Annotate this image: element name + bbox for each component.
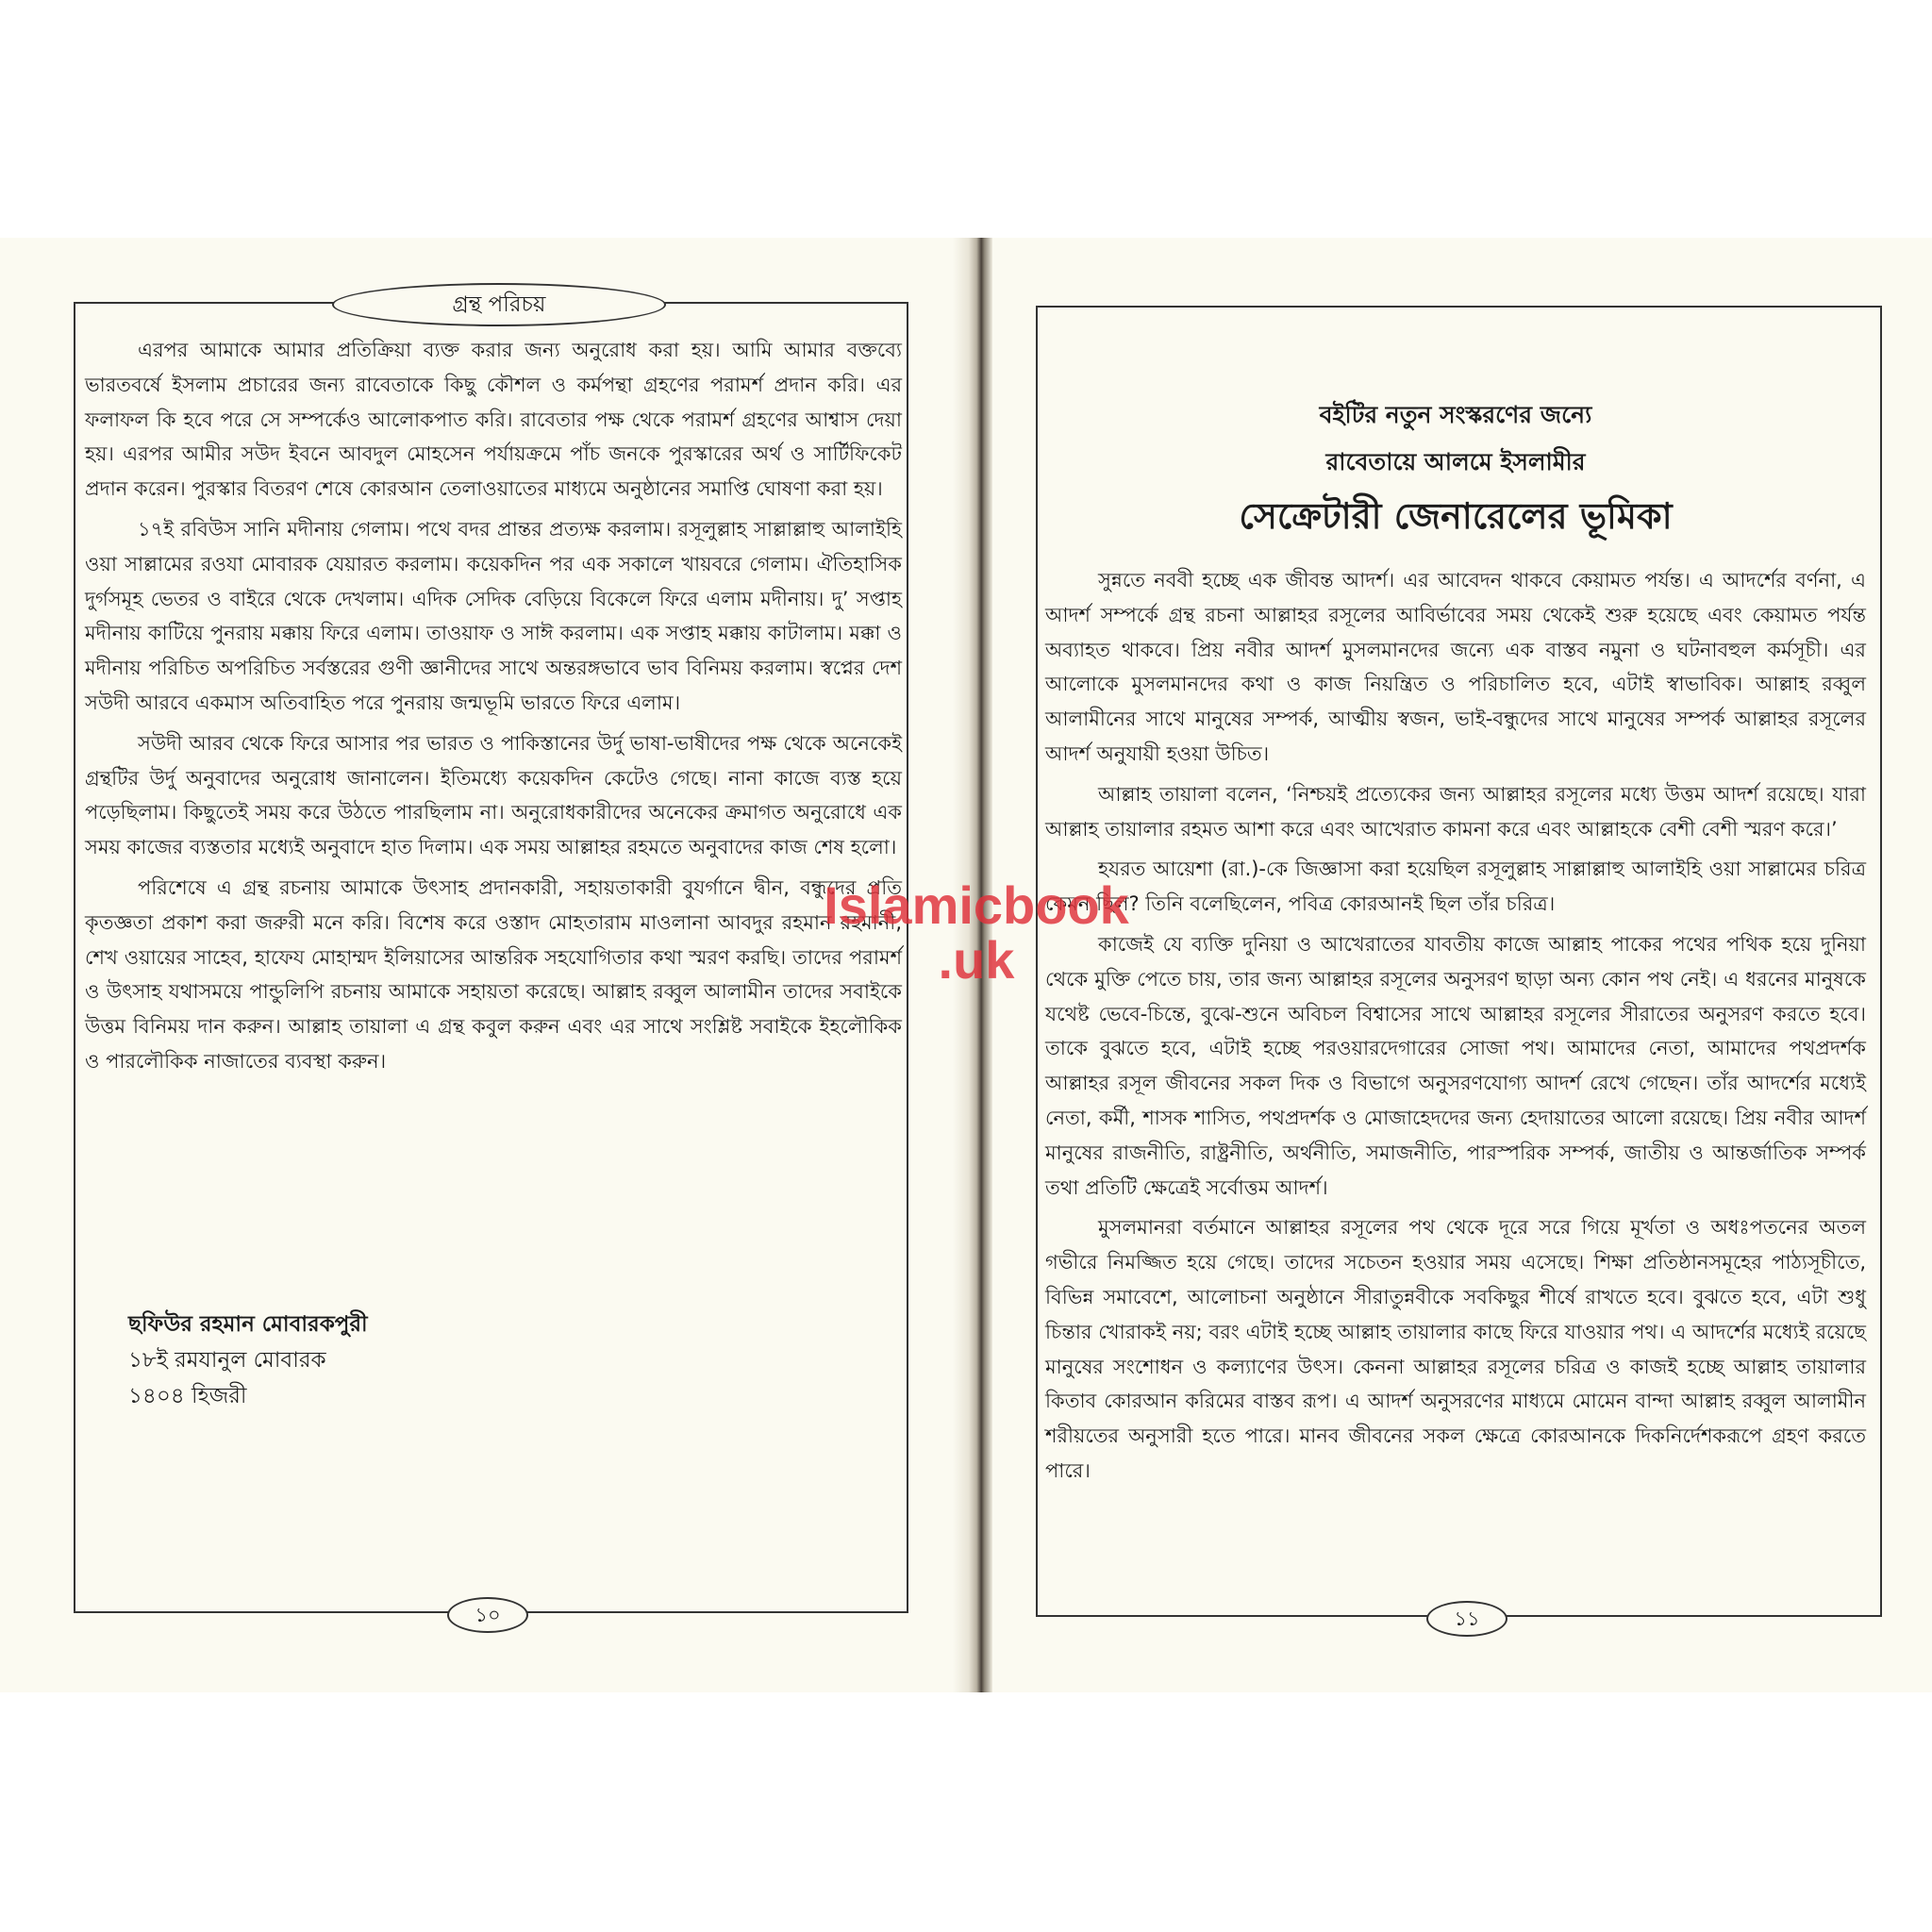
signature-year: ১৪০৪ হিজরী: [128, 1384, 247, 1408]
left-page-number: ১০: [447, 1597, 528, 1633]
watermark: [802, 875, 1151, 990]
right-paragraph-5: মুসলমানরা বর্তমানে আল্লাহর রসূলের পথ থেকে দূরে সরে গিয়ে মূর্খতা ও অধঃপতনের অতল গভীরে নিমজ্জিত হয়ে গেছে। তাদের সচেতন হওয়ার সময় এসেছে। শিক্ষা প্রতিষ্ঠানসমূহের পাঠ্যসূচীতে, বিভিন্ন সমাবেশে, আলোচনা অনুষ্ঠানে সীরাতুন্নবীকে সবকিছুর শীর্ষে রাখতে হবে। বুঝতে হবে, এটা শুধু চিন্তার খোরাকই নয়; বরং এটাই হচ্ছে আল্লাহ তায়ালার কাছে ফিরে যাওয়ার পথ। এ আদর্শের মধ্যেই রয়েছে মানুষের সংশোধন ও কল্যাণের উৎস। কেননা আল্লাহর রসূলের চরিত্র ও কাজই হচ্ছে আল্লাহ তায়ালার কিতাব কোরআন করিমের বাস্তব রূপ। এ আদর্শ অনুসরণের মাধ্যমে মোমেন বান্দা আল্লাহ রব্বুল আলামীন শরীয়তের অনুসারী হতে পারে। মানব জীবনের সকল ক্ষেত্রে কোরআনকে দিকনির্দেশকরূপে গ্রহণ করতে পারে।: [1045, 1216, 1866, 1482]
right-title-line-1: বইটির নতুন সংস্করণের জন্যে: [1319, 401, 1592, 428]
right-title-line-2: রাবেতায়ে আলমে ইসলামীর: [1325, 448, 1586, 475]
watermark-line-1: Islamicbook: [824, 875, 1129, 935]
right-page-title: সেক্রেটারী জেনারেলের ভূমিকা: [1239, 495, 1673, 537]
right-page-body: [1045, 563, 1866, 1494]
left-paragraph-4: পরিশেষে এ গ্রন্থ রচনায় আমাকে উৎসাহ প্রদানকারী, সহায়তাকারী বুযর্গানে দ্বীন, বন্ধুদের প্রতি কৃতজ্ঞতা প্রকাশ করা জরুরী মনে করি। বিশেষ করে ওস্তাদ মোহতারাম মাওলানা আবদুর রহমান রহমানী, শেখ ওয়ায়ের সাহেব, হাফেয মোহাম্মদ ইলিয়াসের আন্তরিক সহযোগিতার কথা স্মরণ করছি। তাদের পরামর্শ ও উৎসাহ যথাসময়ে পান্ডুলিপি রচনায় আমাকে সহায়তা করেছে। আল্লাহ রব্বুল আলামীন তাদের সবাইকে উত্তম বিনিময় দান করুন। আল্লাহ তায়ালা এ গ্রন্থ কবুল করুন এবং এর সাথে সংশ্লিষ্ট সবাইকে ইহলৌকিক ও পারলৌকিক নাজাতের ব্যবস্থা করুন।: [85, 875, 902, 1073]
left-paragraph-3: সউদী আরব থেকে ফিরে আসার পর ভারত ও পাকিস্তানের উর্দু ভাষা-ভাষীদের পক্ষ থেকে অনেকেই গ্রন্থটির উর্দু অনুবাদের অনুরোধ জানালেন। ইতিমধ্যে কয়েকদিন কেটেও গেছে। নানা কাজে ব্যস্ত হয়ে পড়েছিলাম। কিছুতেই সময় করে উঠতে পারছিলাম না। অনুরোধকারীদের অনেকের ক্রমাগত অনুরোধে এক সময় কাজের ব্যস্ততার মধ্যেই অনুবাদে হাত দিলাম। এক সময় আল্লাহর রহমতে অনুবাদের কাজ শেষ হলো।: [85, 731, 902, 859]
left-paragraph-1: এরপর আমাকে আমার প্রতিক্রিয়া ব্যক্ত করার জন্য অনুরোধ করা হয়। আমি আমার বক্তব্যে ভারতবর্ষে ইসলাম প্রচারের জন্য রাবেতাকে কিছু কৌশল ও কর্মপন্থা গ্রহণের পরামর্শ প্রদান করি। এর ফলাফল কি হবে পরে সে সম্পর্কেও আলোকপাত করি। রাবেতার পক্ষ থেকে পরামর্শ গ্রহণের আশ্বাস দেয়া হয়। এরপর আমীর সউদ ইবনে আবদুল মোহসেন পর্যায়ক্রমে পাঁচ জনকে পুরস্কারের অর্থ ও সার্টিফিকেট প্রদান করেন। পুরস্কার বিতরণ শেষে কোরআন তেলাওয়াতের মাধ্যমে অনুষ্ঠানের সমাপ্তি ঘোষণা করা হয়।: [85, 339, 902, 501]
author-name: ছফিউর রহমান মোবারকপুরী: [128, 1312, 368, 1337]
signature-date: ১৮ই রমযানুল মোবারক: [128, 1348, 326, 1373]
right-paragraph-4: কাজেই যে ব্যক্তি দুনিয়া ও আখেরাতের যাবতীয় কাজে আল্লাহ পাকের পথের পথিক হয়ে দুনিয়া থেকে মুক্তি পেতে চায়, তার জন্য আল্লাহর রসূলের অনুসরণ ছাড়া অন্য কোন পথ নেই। এ ধরনের মানুষকে যথেষ্ট ভেবে-চিন্তে, বুঝে-শুনে অবিচল বিশ্বাসের সাথে আল্লাহর রসূলের সীরাতের অনুসরণ করতে হবে। তাকে বুঝতে হবে, এটাই হচ্ছে পরওয়ারদেগারের সোজা পথ। আমাদের নেতা, আমাদের পথপ্রদর্শক আল্লাহর রসূল জীবনের সকল দিক ও বিভাগে অনুসরণযোগ্য আদর্শ রেখে গেছেন। তাঁর আদর্শের মধ্যেই নেতা, কর্মী, শাসক শাসিত, পথপ্রদর্শক ও মোজাহেদদের জন্য হেদায়াতের আলো রয়েছে। প্রিয় নবীর আদর্শ মানুষের রাজনীতি, রাষ্ট্রনীতি, অর্থনীতি, সমাজনীতি, পারস্পরিক সম্পর্ক, জাতীয় ও আন্তর্জাতিক সম্পর্ক তথা প্রতিটি ক্ষেত্রেই সর্বোত্তম আদর্শ।: [1045, 932, 1866, 1199]
right-paragraph-3: হযরত আয়েশা (রা.)-কে জিজ্ঞাসা করা হয়েছিল রসূলুল্লাহ সাল্লাল্লাহু আলাইহি ওয়া সাল্লামের চরিত্র কেমন ছিল? তিনি বলেছিলেন, পবিত্র কোরআনই ছিল তাঁর চরিত্র।: [1045, 858, 1866, 916]
left-page-body: [85, 333, 902, 1085]
author-signature: [128, 1307, 368, 1414]
left-page-header: গ্রন্থ পরিচয়: [332, 283, 666, 326]
right-paragraph-1: সুন্নতে নববী হচ্ছে এক জীবন্ত আদর্শ। এর আবেদন থাকবে কেয়ামত পর্যন্ত। এ আদর্শের বর্ণনা, এ আদর্শ সম্পর্কে গ্রন্থ রচনা আল্লাহর রসূলের আবির্ভাবের সময় থেকেই শুরু হয়েছে এবং কেয়ামত পর্যন্ত অব্যাহত থাকবে। প্রিয় নবীর আদর্শ মুসলমানদের জন্যে এক বাস্তব নমুনা ও ঘটনাবহুল কর্মসূচী। এর আলোকে মুসলমানদের কথা ও কাজ নিয়ন্ত্রিত ও পরিচালিত হবে, এটাই স্বাভাবিক। আল্লাহ রব্বুল আলামীনের সাথে মানুষের সম্পর্ক, আত্মীয় স্বজন, ভাই-বন্ধুদের সাথে মানুষের সম্পর্ক আল্লাহর রসূলের আদর্শ অনুযায়ী হওয়া উচিত।: [1045, 569, 1866, 765]
watermark-line-2: .uk: [938, 930, 1015, 990]
right-page-number: ১১: [1426, 1601, 1507, 1637]
right-paragraph-2: আল্লাহ তায়ালা বলেন, ‘নিশ্চয়ই প্রত্যেকের জন্য আল্লাহর রসূলের মধ্যে উত্তম আদর্শ রয়েছে। যারা আল্লাহ তায়ালার রহমত আশা করে এবং আখেরাত কামনা করে এবং আল্লাহকে বেশী বেশী স্মরণ করে।’: [1045, 782, 1866, 841]
left-paragraph-2: ১৭ই রবিউস সানি মদীনায় গেলাম। পথে বদর প্রান্তর প্রত্যক্ষ করলাম। রসূলুল্লাহ সাল্লাল্লাহু আলাইহি ওয়া সাল্লামের রওযা মোবারক যেয়ারত করলাম। কয়েকদিন পর এক সকালে খায়বরে গেলাম। ঐতিহাসিক দুর্গসমূহ ভেতর ও বাইরে থেকে দেখলাম। এদিক সেদিক বেড়িয়ে বিকেলে ফিরে এলাম মদীনায়। দু’ সপ্তাহ মদীনায় কাটিয়ে পুনরায় মক্কায় ফিরে এলাম। তাওয়াফ ও সাঈ করলাম। এক সপ্তাহ মক্কায় কাটালাম। মক্কা ও মদীনায় পরিচিত অপরিচিত সর্বস্তরের গুণী জ্ঞানীদের সাথে অন্তরঙ্গভাবে ভাব বিনিময় করলাম। স্বপ্নের দেশ সউদী আরবে একমাস অতিবাহিত পরে পুনরায় জন্মভূমি ভারতে ফিরে এলাম।: [85, 517, 902, 714]
